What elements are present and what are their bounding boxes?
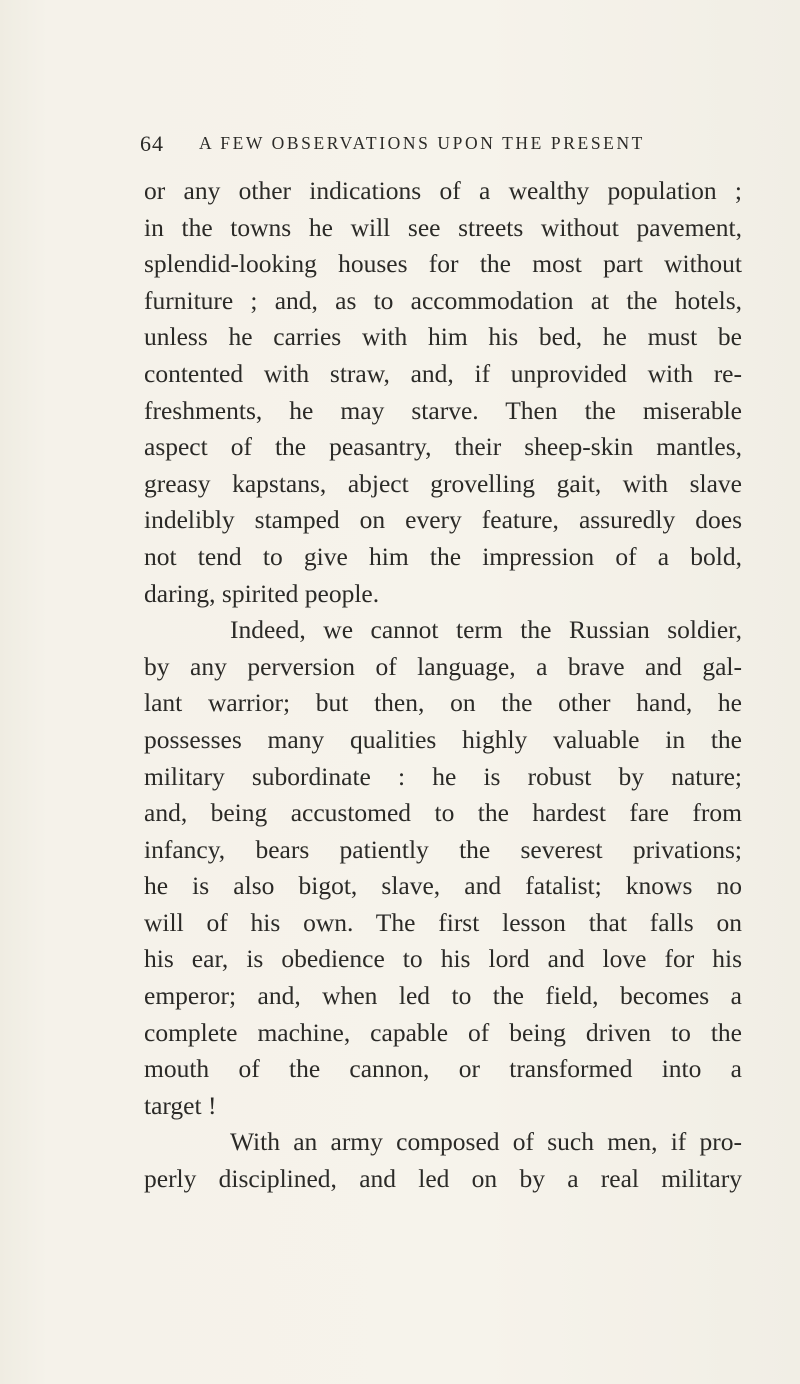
text-line: indelibly stamped on every feature, assuredly does bbox=[144, 505, 742, 535]
text-line: contented with straw, and, if unprovided with re- bbox=[144, 358, 742, 388]
text-line: and, being accustomed to the hardest fare from bbox=[144, 798, 742, 828]
body-text bbox=[144, 173, 742, 1198]
text-line: possesses many qualities highly valuable in the bbox=[144, 724, 742, 754]
text-line: unless he carries with him his bed, he must be bbox=[144, 322, 742, 352]
text-line: greasy kapstans, abject grovelling gait, with slave bbox=[144, 468, 742, 498]
text-line: will of his own. The first lesson that falls on bbox=[144, 907, 742, 937]
paragraph-start-line: Indeed, we cannot term the Russian soldier, bbox=[230, 615, 742, 645]
text-line: by any perversion of language, a brave and gal- bbox=[144, 651, 742, 681]
text-line: military subordinate : he is robust by nature; bbox=[144, 761, 742, 791]
text-line: not tend to give him the impression of a bold, bbox=[144, 541, 742, 571]
text-line: or any other indications of a wealthy population ; bbox=[144, 176, 742, 205]
running-title: A FEW OBSERVATIONS UPON THE PRESENT bbox=[199, 133, 645, 153]
text-line: furniture ; and, as to accommodation at the hotels, bbox=[144, 285, 742, 315]
text-line: his ear, is obedience to his lord and love for his bbox=[144, 944, 742, 974]
text-line: perly disciplined, and led on by a real military bbox=[144, 1164, 742, 1194]
page-header bbox=[140, 131, 720, 161]
text-line: aspect of the peasantry, their sheep-skin mantles, bbox=[144, 432, 742, 462]
paragraph-end-line: target ! bbox=[144, 1090, 217, 1120]
text-line: splendid-looking houses for the most part without bbox=[144, 249, 742, 279]
paragraph-start-line: With an army composed of such men, if pro- bbox=[230, 1127, 742, 1157]
text-line: infancy, bears patiently the severest privations; bbox=[144, 834, 742, 864]
text-line: lant warrior; but then, on the other hand, he bbox=[144, 688, 742, 718]
text-line: he is also bigot, slave, and fatalist; knows no bbox=[144, 871, 742, 901]
page-number: 64 bbox=[140, 131, 164, 156]
text-line: emperor; and, when led to the field, becomes a bbox=[144, 981, 742, 1011]
text-line: mouth of the cannon, or transformed into a bbox=[144, 1054, 742, 1084]
paragraph-end-line: daring, spirited people. bbox=[144, 578, 380, 608]
text-line: freshments, he may starve. Then the miserable bbox=[144, 395, 742, 425]
text-line: in the towns he will see streets without pavement, bbox=[144, 212, 742, 242]
text-line: complete machine, capable of being driven to the bbox=[144, 1017, 742, 1047]
